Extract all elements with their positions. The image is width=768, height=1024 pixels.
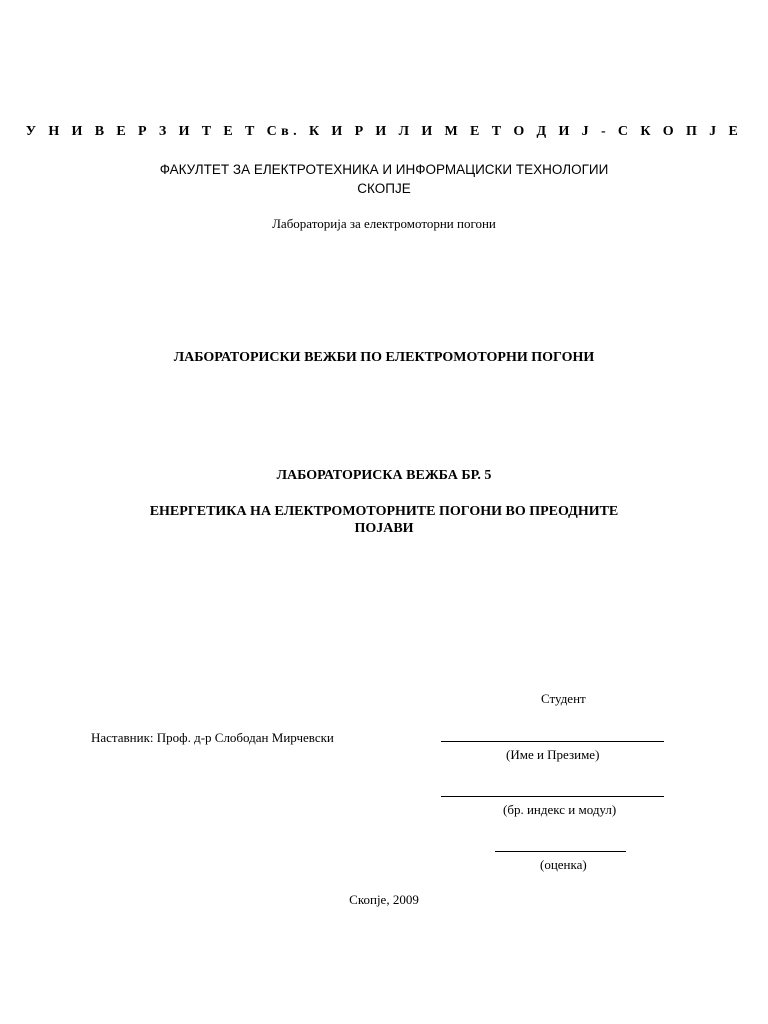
exercise-title [0, 503, 768, 537]
student-name-line [441, 741, 664, 742]
grade-caption: (оценка) [540, 857, 587, 872]
faculty-name: ФАКУЛТЕТ ЗА ЕЛЕКТРОТЕХНИКА И ИНФОРМАЦИСКИ ТЕХНОЛОГИИ [159, 162, 609, 177]
student-name-caption: (Име и Презиме) [506, 747, 600, 762]
student-index-caption: (бр. индекс и модул) [503, 802, 617, 817]
university-heading: У Н И В Е Р З И Т Е Т Св. К И Р И Л И М Е Т О Д И Ј - С К О П Ј Е [25, 124, 743, 139]
exercise-title-line-1: ЕНЕРГЕТИКА НА ЕЛЕКТРОМОТОРНИТЕ ПОГОНИ ВО ПРЕОДНИТЕ [149, 504, 619, 519]
exercise-title-line-2: ПОЈАВИ [354, 521, 414, 536]
student-label: Студент [541, 691, 586, 706]
exercise-number: ЛАБОРАТОРИСКА ВЕЖБА БР. 5 [276, 468, 492, 483]
place-date: Скопје, 2009 [349, 892, 419, 907]
student-index-line [441, 796, 664, 797]
course-title: ЛАБОРАТОРИСКИ ВЕЖБИ ПО ЕЛЕКТРОМОТОРНИ ПОГОНИ [173, 350, 595, 365]
mentor-line: Наставник: Проф. д-р Слободан Мирчевски [91, 730, 334, 745]
faculty-city: СКОПЈЕ [357, 181, 411, 196]
grade-line [495, 851, 626, 852]
laboratory-name: Лабораторија за електромоторни погони [272, 216, 496, 231]
faculty-heading [0, 160, 768, 198]
